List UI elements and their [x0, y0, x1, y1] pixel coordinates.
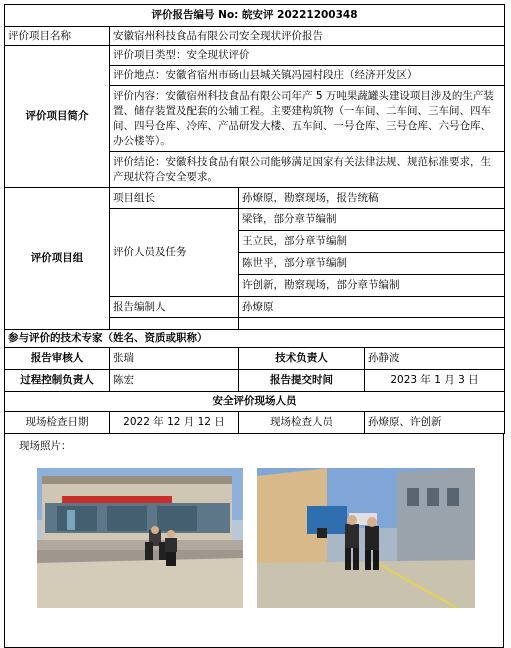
- project-name-label: 评价项目名称: [5, 27, 110, 46]
- evaluation-sheet: [4, 4, 504, 642]
- info-table: [4, 4, 505, 434]
- intro-location: 评价地点：安徽省宿州市砀山县城关镇冯园村段庄（经济开发区）: [110, 66, 505, 86]
- process-label: 过程控制负责人: [5, 370, 110, 392]
- experts-label: 参与评价的技术专家（姓名、资质或职称）: [5, 330, 505, 348]
- team-label: 评价项目组: [5, 188, 110, 330]
- tech-lead-value: 孙静波: [365, 348, 505, 370]
- member-row: 王立民，部分章节编制: [239, 231, 505, 253]
- member-row: 陈世平，部分章节编制: [239, 253, 505, 275]
- field-staff-label: 安全评价现场人员: [5, 392, 505, 412]
- leader-role: 项目组长: [110, 188, 239, 209]
- site-photo-warehouse-yard: [257, 468, 475, 608]
- submit-label: 报告提交时间: [239, 370, 365, 392]
- site-photo-building-entrance: [37, 468, 243, 608]
- photos-label: 现场照片：: [19, 440, 72, 452]
- inspect-staff-label: 现场检查人员: [239, 412, 365, 434]
- intro-type: 评价项目类型：安全现状评价: [110, 46, 505, 66]
- inspect-staff-value: 孙燎原、许创新: [365, 412, 505, 434]
- member-row: 梁锋，部分章节编制: [239, 209, 505, 231]
- process-value: 陈宏: [110, 370, 239, 392]
- members-role: 评价人员及任务: [110, 209, 239, 297]
- intro-content: 评价内容：安徽宿州科技食品有限公司年产 5 万吨果蔬罐头建设项目涉及的生产装置、储存装置及配套的公辅工程。主要建构筑物（一车间、二车间、三车间、四车间、四号仓库、冷库、产品研发大楼、五车间、一号仓库、三号仓库、六号仓库、办公楼等）。: [110, 86, 505, 152]
- photo-section: [4, 434, 504, 648]
- member-row: 许创新，勘察现场，部分章节编制: [239, 275, 505, 297]
- compiler-role: 报告编制人: [110, 297, 239, 318]
- submit-value: 2023 年 1 月 3 日: [365, 370, 505, 392]
- compiler-person: 孙燎原: [239, 297, 505, 318]
- intro-label: 评价项目简介: [5, 46, 110, 188]
- project-name-value: 安徽宿州科技食品有限公司安全现状评价报告: [110, 27, 505, 46]
- inspect-date-value: 2022 年 12 月 12 日: [110, 412, 239, 434]
- tech-lead-label: 技术负责人: [239, 348, 365, 370]
- inspect-date-label: 现场检查日期: [5, 412, 110, 434]
- report-number: 评价报告编号 No: 皖安评 20221200348: [5, 5, 505, 27]
- reviewer-label: 报告审核人: [5, 348, 110, 370]
- leader-person: 孙燎原，勘察现场，报告统稿: [239, 188, 505, 209]
- reviewer-value: 张瑞: [110, 348, 239, 370]
- intro-conclusion: 评价结论：安徽科技食品有限公司能够满足国家有关法律法规、规范标准要求，生产现状符合安全要求。: [110, 152, 505, 188]
